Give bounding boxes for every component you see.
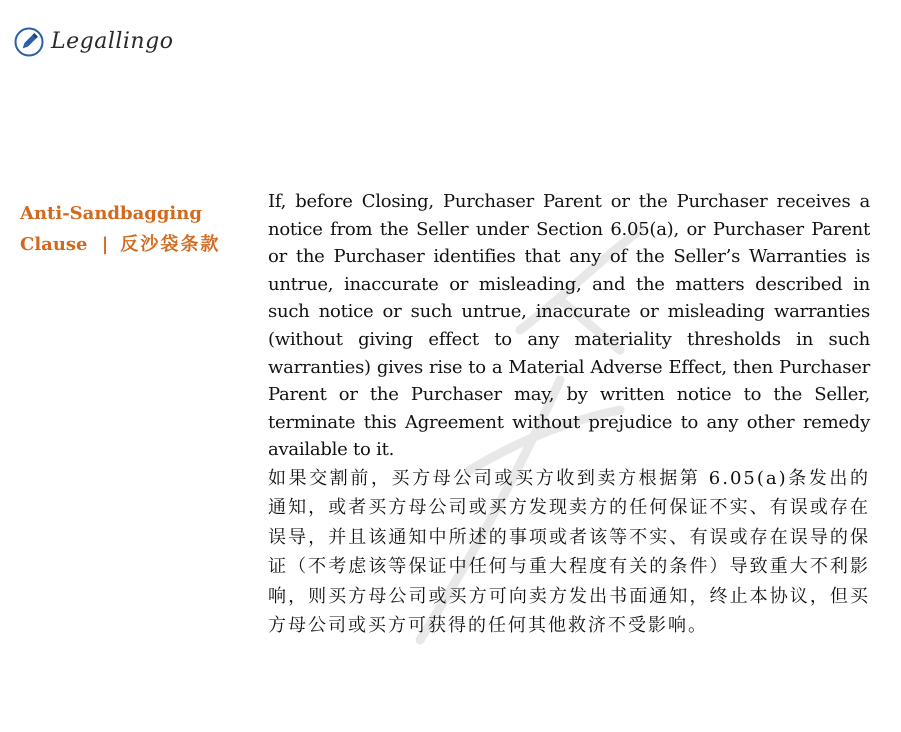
clause-text-en: If, before Closing, Purchaser Parent or the Purchaser receives a notice from the Seller under Section 6.05(a), or Purchaser Parent or the Purchaser identifies that any of the Seller’s Warranties is untrue, inaccurate or misleading, and the matters described in such notice or such untrue, inaccurate or misleading warranties (without giving effect to any materiality thresholds in such warranties) gives rise to a Material Adverse Effect, then Purchaser Parent or the Purchaser may, by written notice to the Seller, terminate this Agreement without prejudice to any other remedy available to it. [268, 191, 870, 461]
clause-text-zh: 如果交割前，买方母公司或买方收到卖方根据第 6.05(a)条发出的通知，或者买方母公司或买方发现卖方的任何保证不实、有误或存在误导，并且该通知中所述的事项或者该等不实、有误或存在误导的保证（不考虑该等保证中任何与重大程度有关的条件）导致重大不利影响，则买方母公司或买方可向卖方发出书面通知，终止本协议，但买方母公司或买方可获得的任何其他救济不受影响。 [268, 467, 870, 637]
clause-title-zh: 反沙袋条款 [120, 234, 221, 255]
clause-title-en: Anti-Sandbagging Clause [20, 203, 202, 255]
clause-heading [20, 198, 252, 260]
pencil-icon [14, 27, 44, 57]
brand-logo [14, 26, 173, 58]
title-separator: | [101, 234, 109, 255]
brand-name: Legallingo [51, 29, 174, 54]
clause-body [268, 188, 870, 641]
